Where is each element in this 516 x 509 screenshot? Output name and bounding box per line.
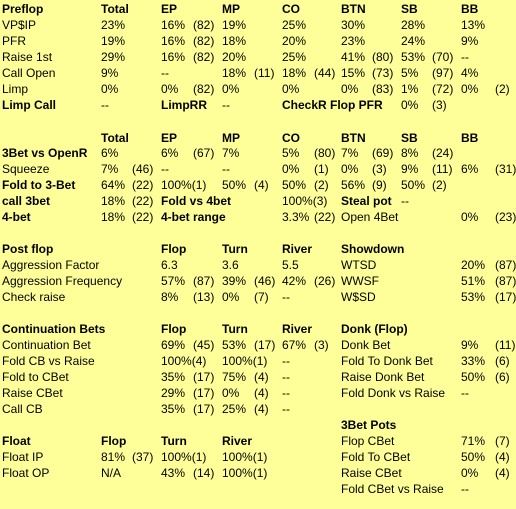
stat-value: 8% [401,146,419,160]
stat-value: 64% [101,178,126,192]
stat-value: (26) [314,274,336,288]
stat-value: (82) [193,82,215,96]
stat-value: (7) [495,434,510,448]
stat-value: 69% [161,338,186,352]
stat-value: 25% [282,50,307,64]
stat-value: W$SD [341,290,376,304]
stat-label: Raise CBet [2,386,63,400]
stat-value: 50% [222,178,247,192]
stat-value: (80) [372,50,394,64]
stat-value: -- [282,370,290,384]
stat-label: Check raise [2,290,66,304]
stat-value: 0% [282,162,300,176]
stat-header: LimpRR [161,98,207,112]
stat-value: (44) [314,66,336,80]
stat-value: 24% [401,34,426,48]
stat-value: (31) [495,162,516,176]
stat-value: 20% [461,258,486,272]
stat-value: (17) [193,370,215,384]
stat-value: Fold To CBet [341,450,411,464]
stat-header: MP [222,131,240,145]
stat-value: (80) [314,146,336,160]
stat-value: (82) [193,34,215,48]
stat-value: 0% [461,210,479,224]
stat-label: Limp [2,82,29,96]
stat-value: (4) [495,450,510,464]
stat-value: 50% [461,450,486,464]
stat-header: BB [461,2,479,16]
stat-header: CO [282,2,300,16]
stat-header: Fold to 3-Bet [2,178,76,192]
stat-header: EP [161,2,178,16]
stat-value: 7% [101,162,119,176]
stat-header: Donk (Flop) [341,322,408,336]
stat-header: CheckR Flop PFR [282,98,383,112]
stat-header: 4-bet range [161,210,226,224]
stat-value: -- [101,98,109,112]
stat-value: 18% [222,34,247,48]
stat-value: 0% [341,162,359,176]
stat-header: Flop [101,434,127,448]
stat-value: 0% [282,82,300,96]
stat-header: Limp Call [2,98,57,112]
stat-value: (22) [132,178,154,192]
stat-value: 33% [461,354,486,368]
stat-value: 23% [341,34,366,48]
stat-header: River [282,242,313,256]
stat-value: 0% [461,82,479,96]
stat-header: EP [161,131,178,145]
stat-value: 56% [341,178,366,192]
stat-value: 3.3% [282,210,310,224]
stat-value: (87) [495,258,516,272]
stat-value: 25% [222,402,247,416]
stat-value: 23% [101,18,126,32]
stat-header: Steal pot [341,194,392,208]
stat-value: 50% [401,178,426,192]
stat-header: Turn [222,242,248,256]
stat-value: 41% [341,50,366,64]
stat-value: 51% [461,274,486,288]
stat-value: (87) [193,274,215,288]
stat-value: 81% [101,450,126,464]
stat-value: (2) [314,178,329,192]
stat-value: (14) [193,466,215,480]
stat-value: -- [282,402,290,416]
stat-value: (82) [193,50,215,64]
stat-header: Continuation Bets [2,322,106,336]
stat-value: 5% [401,66,419,80]
stat-value: 19% [101,34,126,48]
stat-value: (13) [193,290,215,304]
stat-value: -- [282,290,290,304]
stat-value: 19% [222,18,247,32]
stat-value: (11) [495,338,516,352]
stat-value: -- [282,386,290,400]
stat-label: Float OP [2,466,50,480]
stat-value: (22) [132,210,154,224]
stat-header: call 3bet [2,194,51,208]
stat-value: -- [461,482,469,496]
stat-value: 50% [282,178,307,192]
stat-value: (97) [432,66,454,80]
stat-value: (45) [193,338,215,352]
stat-header: Total [101,131,129,145]
stat-value: 0% [222,386,240,400]
stat-value: 18% [282,66,307,80]
stat-value: -- [461,50,469,64]
stat-label: Fold CB vs Raise [2,354,95,368]
stat-header: BB [461,131,479,145]
stat-header: CO [282,131,300,145]
stat-value: (17) [495,290,516,304]
stat-value: -- [461,386,469,400]
stat-value: 9% [401,162,419,176]
stat-value: 7% [222,146,240,160]
stat-header: River [282,322,313,336]
stat-value: 3.6 [222,258,239,272]
stat-value: (73) [372,66,394,80]
stat-value: 20% [282,34,307,48]
stat-value: (87) [495,274,516,288]
stat-value: (4) [254,402,269,416]
stat-value: 16% [161,50,186,64]
stat-value: 13% [461,18,486,32]
stat-value: Fold To Donk Bet [341,354,433,368]
stat-value: (11) [432,162,453,176]
stat-value: (70) [432,50,454,64]
stat-value: 75% [222,370,247,384]
stat-header: SB [401,131,418,145]
stat-value: Open 4Bet [341,210,399,224]
stat-value: (3) [432,98,447,112]
stat-value: 6% [461,162,479,176]
stat-value: 0% [341,82,359,96]
stat-label: VP$IP [2,18,37,32]
stat-label: Fold to CBet [2,370,69,384]
stat-header: SB [401,2,418,16]
stat-value: 100%(3) [282,194,328,208]
stat-value: -- [161,162,169,176]
stat-value: 7% [341,146,359,160]
stat-value: 16% [161,34,186,48]
stat-value: 18% [101,210,126,224]
stat-value: (3) [314,338,329,352]
stat-label: Aggression Frequency [2,274,123,288]
stat-value: 100%(1) [222,466,268,480]
stat-value: (9) [372,178,387,192]
stat-value: 50% [461,370,486,384]
stat-header: River [222,434,253,448]
stat-value: WWSF [341,274,379,288]
stat-value: 35% [161,402,186,416]
stat-value: 0% [461,466,479,480]
stat-header: Float [2,434,31,448]
stat-value: 100%(1) [161,178,207,192]
stat-label: Call CB [2,402,43,416]
stat-header: Post flop [2,242,54,256]
stat-label: Raise 1st [2,50,53,64]
stat-value: (72) [432,82,454,96]
stat-value: 35% [161,370,186,384]
stat-header: Turn [222,322,248,336]
stat-header: Turn [161,434,187,448]
stat-value: (3) [372,162,387,176]
stat-value: 4% [461,66,479,80]
stat-value: (22) [314,210,336,224]
stat-value: 15% [341,66,366,80]
stat-label: Continuation Bet [2,338,91,352]
stat-value: 6.3 [161,258,178,272]
stat-value: 8% [161,290,179,304]
stat-header: BTN [341,131,366,145]
stat-value: 6% [101,146,119,160]
stat-value: (24) [432,146,454,160]
stat-header: Preflop [2,2,44,16]
stat-value: 100%(4) [161,354,207,368]
stat-value: 43% [161,466,186,480]
stat-value: (2) [432,178,447,192]
stat-value: (2) [495,82,510,96]
stat-header: BTN [341,2,366,16]
stat-value: 0% [401,98,419,112]
stat-header: MP [222,2,240,16]
stat-value: 18% [101,194,126,208]
stat-header: 3Bet vs OpenR [2,146,88,160]
stat-value: 30% [341,18,366,32]
stat-value: (69) [372,146,394,160]
stat-value: 9% [101,66,119,80]
stat-value: N/A [101,466,122,480]
stat-value: 9% [461,338,479,352]
stat-header: Fold vs 4bet [161,194,232,208]
stat-value: 9% [461,34,479,48]
stat-value: 53% [401,50,426,64]
stat-value: (17) [193,402,215,416]
stat-value: 100%(1) [222,450,268,464]
stat-value: -- [401,194,409,208]
stat-value: 71% [461,434,486,448]
stat-header: 3Bet Pots [341,418,397,432]
stat-value: (17) [254,338,276,352]
stat-value: (82) [193,18,215,32]
stat-value: 53% [222,338,247,352]
stat-value: (4) [254,386,269,400]
stat-value: Donk Bet [341,338,391,352]
stat-value: -- [282,354,290,368]
stat-value: 100%(1) [161,450,207,464]
stat-value: Raise CBet [341,466,402,480]
stat-value: (7) [254,290,269,304]
stat-value: 18% [222,66,247,80]
stat-value: -- [222,162,230,176]
stat-value: 1% [401,82,419,96]
stat-value: 42% [282,274,307,288]
stat-value: 100%(1) [222,354,268,368]
stat-value: 39% [222,274,247,288]
stat-value: (11) [254,66,275,80]
stat-value: (17) [193,386,215,400]
stat-header: Flop [161,242,187,256]
stat-value: (46) [254,274,276,288]
stat-value: 29% [161,386,186,400]
stat-value: (37) [132,450,154,464]
stat-label: Float IP [2,450,44,464]
stat-label: Squeeze [2,162,50,176]
stat-value: Fold Donk vs Raise [341,386,446,400]
stat-value: (4) [254,370,269,384]
stat-header: Showdown [341,242,405,256]
stat-value: -- [161,66,169,80]
stat-value: (4) [254,178,269,192]
stat-value: 0% [222,290,240,304]
stat-value: WTSD [341,258,377,272]
stat-label: Call Open [2,66,56,80]
stat-label: Fold CBet vs Raise [341,482,444,496]
stat-value: 67% [282,338,307,352]
stat-value: 5% [282,146,300,160]
stat-value: 29% [101,50,126,64]
stat-value: 28% [401,18,426,32]
stat-value: (23) [495,210,516,224]
stat-value: 5.5 [282,258,299,272]
stat-value: (67) [193,146,215,160]
stat-value: -- [222,98,230,112]
stat-value: 0% [101,82,119,96]
stat-value: (6) [495,354,510,368]
stat-label: PFR [2,34,26,48]
stat-value: (46) [132,162,154,176]
stat-value: (6) [495,370,510,384]
stat-value: Raise Donk Bet [341,370,425,384]
stat-value: 25% [282,18,307,32]
stat-header: Flop [161,322,187,336]
stat-value: (83) [372,82,394,96]
stat-value: 20% [222,50,247,64]
stat-header: 4-bet [2,210,31,224]
stat-label: Aggression Factor [2,258,100,272]
stat-value: 57% [161,274,186,288]
stat-value: (22) [132,194,154,208]
stat-value: Flop CBet [341,434,395,448]
stat-value: 6% [161,146,179,160]
stat-header: Total [101,2,129,16]
stat-value: 16% [161,18,186,32]
stat-value: (1) [314,162,329,176]
stat-value: 0% [222,82,240,96]
stat-value: 53% [461,290,486,304]
stat-value: 0% [161,82,179,96]
stat-value: (4) [495,466,510,480]
